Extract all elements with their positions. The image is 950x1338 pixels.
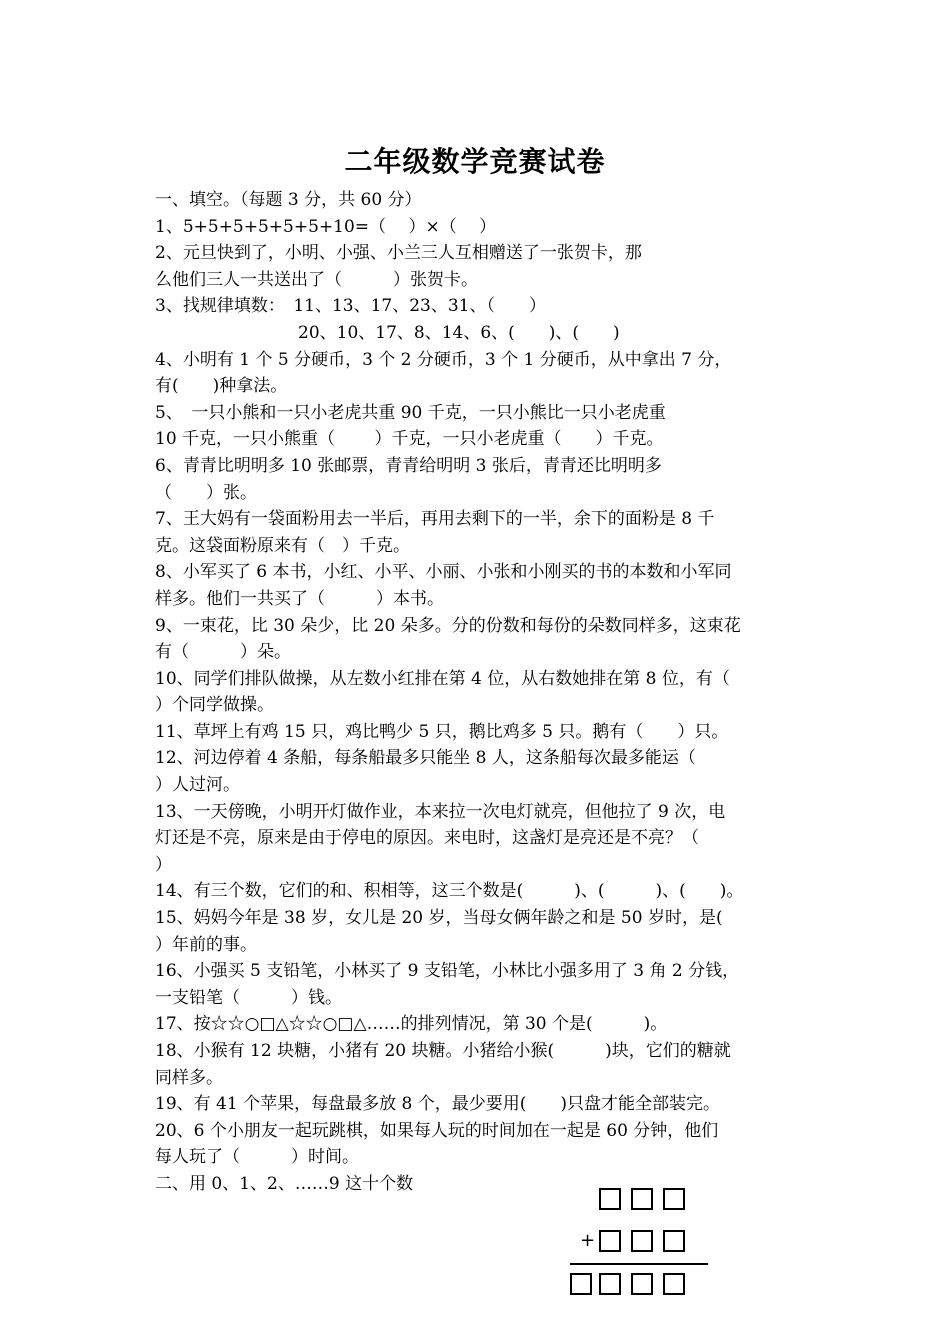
- sum-line: [570, 1263, 708, 1265]
- text-line: 10、同学们排队做操，从左数小红排在第 4 位，从右数她排在第 8 位，有（: [155, 668, 730, 689]
- text-line: 样多。他们一共买了（ ）本书。: [155, 588, 444, 609]
- addition-puzzle: [570, 1188, 710, 1303]
- text-line: （ ）张。: [155, 482, 257, 503]
- text-line: 一、填空。（每题 3 分，共 60 分）: [155, 190, 422, 210]
- plus-sign: +: [580, 1230, 596, 1251]
- puzzle-box[interactable]: [663, 1273, 685, 1295]
- text-line: 一支铅笔（ ）钱。: [155, 987, 342, 1008]
- text-line: 么他们三人一共送出了（ ）张贺卡。: [155, 269, 478, 290]
- text-line: 2、元旦快到了，小明、小强、小兰三人互相赠送了一张贺卡，那: [155, 243, 642, 264]
- text-line: 10 千克，一只小熊重（ ）千克，一只小老虎重（ ）千克。: [155, 429, 664, 450]
- page-title: 二年级数学竞赛试卷: [344, 145, 606, 178]
- text-line: 有( )种拿法。: [155, 376, 288, 397]
- puzzle-box[interactable]: [599, 1273, 621, 1295]
- text-line: 有（ ）朵。: [155, 642, 291, 663]
- text-line: 16、小强买 5 支铅笔，小林买了 9 支铅笔，小林比小强多用了 3 角 2 分钱，: [155, 961, 740, 982]
- question-list: [155, 187, 815, 1198]
- text-line: 11、草坪上有鸡 15 只，鸡比鸭少 5 只，鹅比鸡多 5 只。鹅有（ ）只。: [155, 721, 729, 742]
- text-line: 5、 一只小熊和一只小老虎共重 90 千克，一只小熊比一只小老虎重: [155, 402, 666, 423]
- puzzle-box[interactable]: [631, 1273, 653, 1295]
- text-line: 3、找规律填数： 11、13、17、23、31、（ ）: [155, 296, 546, 317]
- text-line: ）: [155, 854, 172, 875]
- puzzle-box[interactable]: [663, 1230, 685, 1252]
- text-line: 6、青青比明明多 10 张邮票，青青给明明 3 张后，青青还比明明多: [155, 455, 662, 476]
- text-line: 灯还是不亮，原来是由于停电的原因。来电时，这盏灯是亮还是不亮？（: [155, 828, 699, 849]
- text-line: 12、河边停着 4 条船，每条船最多只能坐 8 人，这条船每次最多能运（: [155, 748, 696, 769]
- text-line: 20、10、17、8、14、6、( )、( ): [298, 322, 620, 343]
- text-line: ）年前的事。: [155, 934, 257, 955]
- puzzle-box[interactable]: [599, 1188, 621, 1210]
- text-line: 19、有 41 个苹果，每盘最多放 8 个，最少要用( )只盘才能全部装完。: [155, 1094, 720, 1115]
- text-line: 17、按☆☆○□△☆☆○□△……的排列情况，第 30 个是( )。: [155, 1014, 668, 1035]
- text-line: ）人过河。: [155, 775, 240, 796]
- text-line: 4、小明有 1 个 5 分硬币，3 个 2 分硬币，3 个 1 分硬币，从中拿出 7 分，: [155, 349, 732, 370]
- text-line: 18、小猴有 12 块糖，小猪有 20 块糖。小猪给小猴( )块，它们的糖就: [155, 1041, 731, 1061]
- puzzle-box[interactable]: [631, 1230, 653, 1252]
- text-line: 1、5+5+5+5+5+5+10=（ ）×（ ）: [155, 216, 497, 237]
- text-line: 20、6 个小朋友一起玩跳棋，如果每人玩的时间加在一起是 60 分钟，他们: [155, 1120, 719, 1141]
- text-line: 每人玩了（ ）时间。: [155, 1147, 359, 1168]
- text-line: 14、有三个数，它们的和、积相等，这三个数是( )、( )、( )。: [155, 881, 744, 902]
- text-line: 8、小军买了 6 本书，小红、小平、小丽、小张和小刚买的书的本数和小军同: [155, 562, 732, 583]
- text-line: 15、妈妈今年是 38 岁，女儿是 20 岁，当母女俩年龄之和是 50 岁时，是(: [155, 908, 723, 929]
- text-line: 7、王大妈有一袋面粉用去一半后，再用去剩下的一半，余下的面粉是 8 千: [155, 509, 715, 530]
- puzzle-box[interactable]: [570, 1273, 592, 1295]
- text-line: 二、用 0、1、2、……9 这十个数: [155, 1173, 414, 1194]
- puzzle-box[interactable]: [599, 1230, 621, 1252]
- text-line: 13、一天傍晚，小明开灯做作业，本来拉一次电灯就亮，但他拉了 9 次，电: [155, 801, 726, 822]
- text-line: 9、一束花，比 30 朵少，比 20 朵多。分的份数和每份的朵数同样多，这束花: [155, 615, 741, 636]
- text-line: 克。这袋面粉原来有（ ）千克。: [155, 535, 410, 556]
- text-line: ）个同学做操。: [155, 695, 274, 716]
- text-line: 同样多。: [155, 1067, 223, 1088]
- puzzle-box[interactable]: [663, 1188, 685, 1210]
- puzzle-box[interactable]: [631, 1188, 653, 1210]
